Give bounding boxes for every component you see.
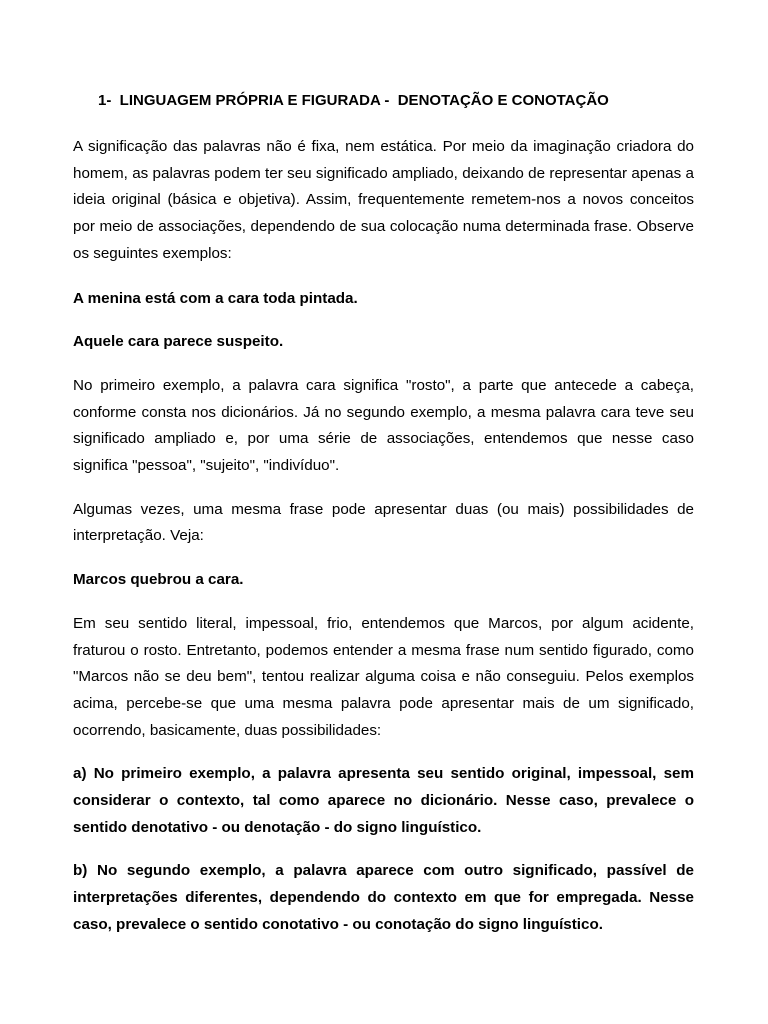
denotation-item: a) No primeiro exemplo, a palavra apresenta seu sentido original, impessoal, sem considerar o contexto, tal como aparece no dicionário. Nesse caso, prevalece o sentido denotativo - ou denotação - do signo linguístico. [73,765,694,836]
example-sentence-2: Aquele cara parece suspeito. [73,333,284,351]
literal-figurative-paragraph: Em seu sentido literal, impessoal, frio, entendemos que Marcos, por algum acidente, fraturou o rosto. Entretanto, podemos entender a mesma frase num sentido figurado, como "Marcos não se deu bem", tentou realizar alguma coisa e não conseguiu. Pelos exemplos acima, percebe-se que uma mesma palavra pode apresentar mais de um significado, ocorrendo, basicamente, duas possibilidades: [73,614,694,739]
connotation-item: b) No segundo exemplo, a palavra aparece com outro significado, passível de interpretações diferentes, dependendo do contexto em que for empregada. Nesse caso, prevalece o sentido conotativo - ou conotação do signo linguístico. [73,862,694,933]
document-page [73,88,694,939]
explanation-paragraph: No primeiro exemplo, a palavra cara significa "rosto", a parte que antecede a cabeça, conforme consta nos dicionários. Já no segundo exemplo, a mesma palavra cara teve seu significado ampliado e, por uma série de associações, entendemos que nesse caso significa "pessoa", "sujeito", "indivíduo". [73,376,694,475]
example-sentence-1: A menina está com a cara toda pintada. [73,289,358,307]
example-sentence-3: Marcos quebrou a cara. [73,571,244,589]
intro-paragraph: A significação das palavras não é fixa, nem estática. Por meio da imaginação criadora do homem, as palavras podem ter seu significado ampliado, deixando de representar apenas a ideia original (básica e objetiva). Assim, frequentemente remetem-nos a novos conceitos por meio de associações, dependendo de sua colocação numa determinada frase. Observe os seguintes exemplos: [73,138,694,262]
section-heading: 1- LINGUAGEM PRÓPRIA E FIGURADA - DENOTAÇÃO E CONOTAÇÃO [98,92,609,109]
ambiguity-paragraph: Algumas vezes, uma mesma frase pode apresentar duas (ou mais) possibilidades de interpretação. Veja: [73,500,694,545]
